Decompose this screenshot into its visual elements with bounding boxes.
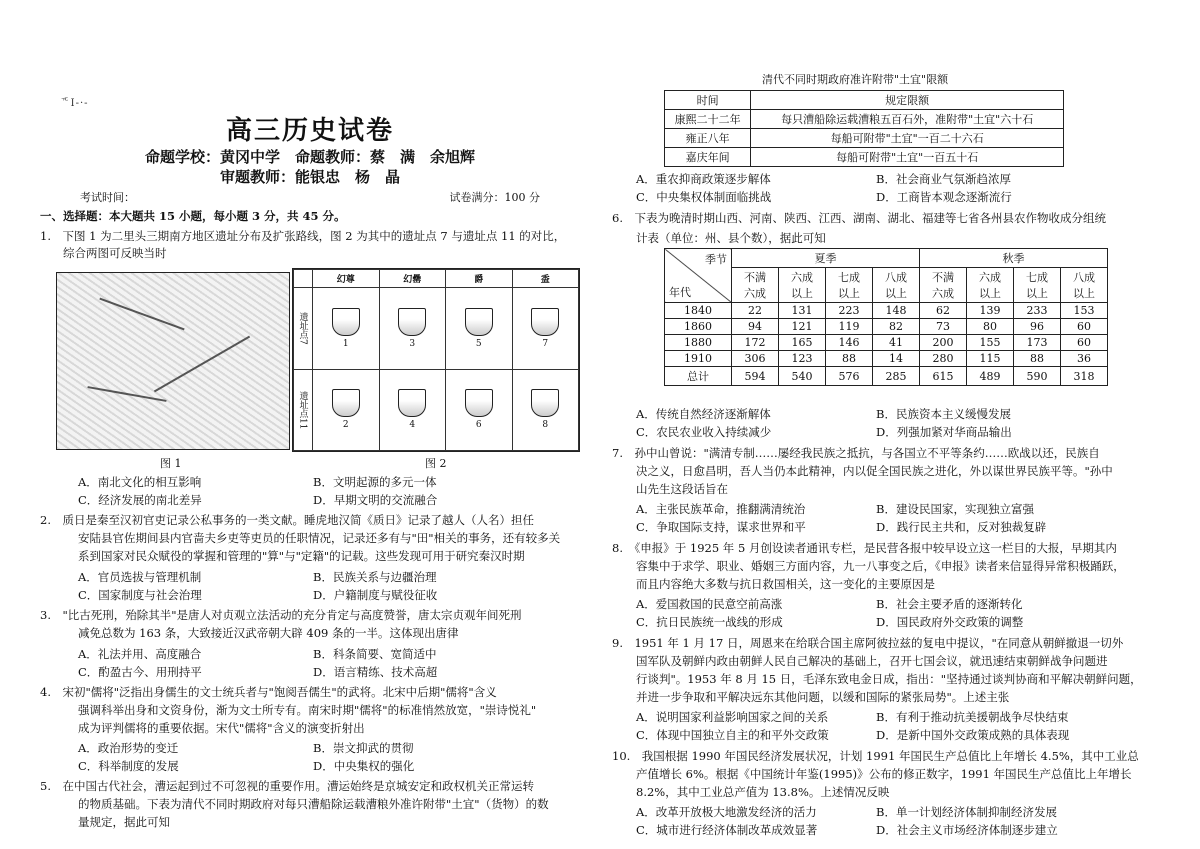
pottery-number: 6 <box>475 420 482 431</box>
q2-line: 系到国家对民众赋役的掌握和管理的"算"与"定籍"的记载。这些发现可用于研究秦汉时期 <box>78 549 525 563</box>
table-cell: 14 <box>873 351 920 367</box>
table-corner <box>665 249 732 303</box>
table-cell: 雍正八年 <box>665 129 751 148</box>
q5-line: 5. 在中国古代社会，漕运起到过不可忽视的重要作用。漕运始终是京城安定和政权机关正常运转 <box>40 779 534 793</box>
pottery-number: 5 <box>475 338 482 349</box>
table-cell: 173 <box>1014 335 1061 351</box>
q4-line: 强调科举出身和文资身份，渐为文士所专有。南宋时期"儒将"的标准悄然放宽，"崇诗悦礼" <box>78 703 537 717</box>
option[interactable]: C．城市进行经济体制改革成效显著 <box>636 823 818 837</box>
pottery-image <box>531 308 559 336</box>
q8-line: 容集中于求学、职业、婚姻三方面内容，九一八事变之后，《申报》读者来信显得异常积极踊跃， <box>636 559 1125 573</box>
table-cell: 153 <box>1061 303 1108 319</box>
year-cell: 1910 <box>665 351 732 367</box>
season-header: 秋季 <box>920 249 1108 268</box>
option[interactable]: C．科举制度的发展 <box>78 759 179 773</box>
option[interactable]: C．农民农业收入持续减少 <box>636 425 772 439</box>
q8-line: 而且内容绝大多数与抗日救国相关，这一变化的主要原因是 <box>636 577 935 591</box>
q10-line: 10. 我国根据 1990 年国民经济发展状况，计划 1991 年国民生产总值比上年增长 4.5%，其中工业总 <box>612 749 1139 763</box>
table-cell: 96 <box>1014 319 1061 335</box>
sub-header: 七成 以上 <box>826 268 873 303</box>
table-cell: 94 <box>732 319 779 335</box>
q6-table <box>664 248 1108 386</box>
option[interactable]: B．建设民国家，实现独立富强 <box>876 502 1034 516</box>
table-cell: 200 <box>920 335 967 351</box>
table-cell: 223 <box>826 303 873 319</box>
q2-options <box>78 569 548 603</box>
q1-pottery-figure <box>292 268 580 452</box>
table-cell: 146 <box>826 335 873 351</box>
option[interactable]: C．中央集权体制面临挑战 <box>636 190 772 204</box>
table-cell: 123 <box>779 351 826 367</box>
section-heading: 一、选择题：本大题共 15 小题，每小题 3 分，共 45 分。 <box>40 209 346 223</box>
option[interactable]: A．传统自然经济逐渐解体 <box>636 407 771 421</box>
fig2-row-label: 遗址点11 <box>294 369 313 451</box>
authors-line: 命题学校：黄冈中学 命题教师：蔡 满 余旭辉 <box>144 148 475 166</box>
q10-line: 产值增长 6%。根据《中国统计年鉴(1995)》公布的修正数字，1991 年国民生产总值比上年增长 <box>636 767 1132 781</box>
reviewers-line: 审题教师：能银忠 杨 晶 <box>219 168 400 186</box>
pottery-image <box>332 308 360 336</box>
option[interactable]: A．改革开放极大地激发经济的活力 <box>636 805 817 819</box>
q9-line: 国军队及朝鲜内政由朝鲜人民自己解决的基础上，召开七国会议，就迅速结束朝鲜战争问题进 <box>636 654 1108 668</box>
pottery-number: 3 <box>409 338 416 349</box>
table-cell: 80 <box>967 319 1014 335</box>
table-cell: 318 <box>1061 367 1108 386</box>
season-header: 夏季 <box>732 249 920 268</box>
table-cell: 每只漕船除运载漕粮五百石外，准附带"土宜"六十石 <box>751 110 1064 129</box>
q6-table-body <box>665 303 1108 386</box>
option[interactable]: D．早期文明的交流融合 <box>313 493 438 507</box>
q3-options <box>78 646 548 680</box>
table-cell: 576 <box>826 367 873 386</box>
pottery-number: 7 <box>542 338 549 349</box>
option[interactable]: B．单一计划经济体制抑制经济发展 <box>876 805 1057 819</box>
option[interactable]: B．社会商业气氛渐趋浓厚 <box>876 172 1011 186</box>
sub-header: 六成 以上 <box>779 268 826 303</box>
year-cell: 1860 <box>665 319 732 335</box>
sub-header: 七成 以上 <box>1014 268 1061 303</box>
option[interactable]: C．酌盈古今、用刑持平 <box>78 665 202 679</box>
option[interactable]: D．国民政府外交政策的调整 <box>876 615 1024 629</box>
q7-line: 决之义，日愈昌明，吾人当仍本此精神，内以促全国民族之进化，外以谋世界民族平等。"孙中 <box>636 464 1113 478</box>
q4-line: 4. 宋初"儒将"泛指出身儒生的文士统兵者与"饱阅吾儒生"的武将。北宋中后期"儒将"含义 <box>40 685 497 699</box>
table-cell: 615 <box>920 367 967 386</box>
fig1-caption: 图 1 <box>160 457 182 470</box>
option[interactable]: B．民族关系与边疆治理 <box>313 570 437 584</box>
table-cell: 康熙二十二年 <box>665 110 751 129</box>
table-row <box>665 303 1108 319</box>
option[interactable]: A．重农抑商政策逐步解体 <box>636 172 771 186</box>
corner-top-label: 季节 <box>705 253 727 266</box>
option[interactable]: D．语言精练、技术高超 <box>313 665 438 679</box>
table-cell: 306 <box>732 351 779 367</box>
option[interactable]: B．社会主要矛盾的逐渐转化 <box>876 597 1023 611</box>
table-cell: 每船可附带"土宜"一百五十石 <box>751 148 1064 167</box>
q10-line: 8.2%，其中工业总产值为 13.8%。上述情况反映 <box>636 785 890 799</box>
fig2-caption: 图 2 <box>425 457 447 470</box>
pottery-image <box>398 308 426 336</box>
q6-line: 计表（单位：州、县个数），据此可知 <box>636 231 826 245</box>
year-cell: 总计 <box>665 367 732 386</box>
table-cell: 131 <box>779 303 826 319</box>
year-cell: 1880 <box>665 335 732 351</box>
option[interactable]: C．抗日民族统一战线的形成 <box>636 615 783 629</box>
q10-options <box>636 804 1116 838</box>
q7-line: 山先生这段话旨在 <box>636 482 728 496</box>
pottery-image <box>332 389 360 417</box>
sub-header: 八成 以上 <box>1061 268 1108 303</box>
table-cell: 540 <box>779 367 826 386</box>
q4-options <box>78 740 548 774</box>
option[interactable]: A．政治形势的变迁 <box>78 741 179 755</box>
table-cell: 22 <box>732 303 779 319</box>
table-cell: 280 <box>920 351 967 367</box>
option[interactable]: D．列强加紧对华商品输出 <box>876 425 1012 439</box>
option[interactable]: A．说明国家利益影响国家之间的关系 <box>636 710 829 724</box>
q6-line: 6. 下表为晚清时期山西、河南、陕西、江西、湖南、湖北、福建等七省各州县农作物收成分组统 <box>612 211 1106 225</box>
table-header: 时间 <box>665 91 751 110</box>
table-row <box>665 129 1064 148</box>
table-cell: 62 <box>920 303 967 319</box>
option[interactable]: C．争取国际支持，谋求世界和平 <box>636 520 806 534</box>
table-cell: 594 <box>732 367 779 386</box>
sub-header: 八成 以上 <box>873 268 920 303</box>
pottery-number: 8 <box>542 420 549 431</box>
table-row <box>665 335 1108 351</box>
table-row <box>665 319 1108 335</box>
table-cell: 148 <box>873 303 920 319</box>
table-cell: 115 <box>967 351 1014 367</box>
option[interactable]: D．户籍制度与赋役征收 <box>313 588 438 602</box>
option[interactable]: C．国家制度与社会治理 <box>78 588 202 602</box>
option[interactable]: C．经济发展的南北差异 <box>78 493 202 507</box>
pottery-number: 4 <box>409 420 416 431</box>
q1-map-figure <box>56 272 290 450</box>
q9-line: 9. 1951 年 1 月 17 日，周恩来在给联合国主席阿彼拉兹的复电中提议，"在同意从朝鲜撤退一切外 <box>612 636 1124 650</box>
q8-line: 8. 《申报》于 1925 年 5 月创设读者通讯专栏，是民营各报中较早设立这一栏目的大报，早期其内 <box>612 541 1117 555</box>
q4-line: 成为评判儒将的重要依据。宋代"儒将"含义的演变折射出 <box>78 721 365 735</box>
option[interactable]: B．有利于推动抗美援朝战争尽快结束 <box>876 710 1069 724</box>
table-header: 规定限额 <box>751 91 1064 110</box>
option[interactable]: A．礼法并用、高度融合 <box>78 647 202 661</box>
table-cell: 73 <box>920 319 967 335</box>
total-score: 试卷满分：100 分 <box>449 191 540 204</box>
pottery-number: 2 <box>342 420 349 431</box>
q5-line: 量规定，据此可知 <box>78 815 170 829</box>
option[interactable]: D．践行民主共和，反对独裁复辟 <box>876 520 1047 534</box>
fig2-header: 爵 <box>446 270 513 288</box>
option[interactable]: D．工商皆本观念逐渐流行 <box>876 190 1012 204</box>
table-cell: 165 <box>779 335 826 351</box>
pottery-image <box>531 389 559 417</box>
year-cell: 1840 <box>665 303 732 319</box>
fig2-header: 幻尊 <box>313 270 380 288</box>
table-cell: 121 <box>779 319 826 335</box>
table-row <box>665 351 1108 367</box>
table-cell: 119 <box>826 319 873 335</box>
option[interactable]: B．崇文抑武的贯彻 <box>313 741 414 755</box>
pottery-image <box>465 389 493 417</box>
sub-header: 六成 以上 <box>967 268 1014 303</box>
table-cell: 88 <box>1014 351 1061 367</box>
option[interactable]: B．文明起源的多元一体 <box>313 475 437 489</box>
q1-options <box>78 474 548 508</box>
table-cell: 489 <box>967 367 1014 386</box>
corner-bottom-label: 年代 <box>669 286 691 299</box>
q3-line: 3. "比古死刑，殆除其半"是唐人对贞观立法活动的充分肯定与高度赞誉，唐太宗贞观年间死刑 <box>40 608 522 622</box>
option[interactable]: A．南北文化的相互影响 <box>78 475 202 489</box>
exam-time: 考试时间： <box>80 191 135 204</box>
q3-line: 减免总数为 163 条，大致接近汉武帝朝大辟 409 条的一半。这体现出唐律 <box>78 626 459 640</box>
option[interactable]: A．爱国救国的民意空前高涨 <box>636 597 783 611</box>
table-row <box>665 367 1108 386</box>
exam-info <box>80 189 540 205</box>
table-cell: 82 <box>873 319 920 335</box>
option[interactable]: B．科条简要、宽简适中 <box>313 647 437 661</box>
table-cell: 60 <box>1061 319 1108 335</box>
option[interactable]: B．民族资本主义缓慢发展 <box>876 407 1011 421</box>
option[interactable]: A．主张民族革命，推翻满清统治 <box>636 502 806 516</box>
fig2-header: 幻罍 <box>379 270 446 288</box>
q9-line: 行谈判"。1953 年 8 月 15 日，毛泽东致电金日成，指出："坚持通过谈判协商和平解决朝鲜问题， <box>636 672 1142 686</box>
q1-line: 1. 下图 1 为二里头三期南方地区遗址分布及扩张路线，图 2 为其中的遗址点 7 与遗址点 11 的对比， <box>40 229 566 243</box>
q6-options <box>636 406 1116 440</box>
exam-title: 高三历史试卷 <box>225 116 394 146</box>
q5-table-caption: 清代不同时期政府准许附带"土宜"限额 <box>762 73 949 86</box>
q7-line: 7. 孙中山曾说："满清专制……屡经我民族之抵抗，与各国立不平等条约……欧战以还，民族自 <box>612 446 1100 460</box>
fig2-header: 盉 <box>512 270 579 288</box>
q5-line: 的物质基础。下表为清代不同时期政府对每只漕船除运载漕粮外准许附带"土宜"（货物）的数 <box>78 797 549 811</box>
table-cell: 172 <box>732 335 779 351</box>
table-row <box>665 110 1064 129</box>
table-cell: 41 <box>873 335 920 351</box>
q9-options <box>636 709 1116 743</box>
table-cell: 36 <box>1061 351 1108 367</box>
table-cell: 590 <box>1014 367 1061 386</box>
table-cell: 嘉庆年间 <box>665 148 751 167</box>
table-cell: 233 <box>1014 303 1061 319</box>
option[interactable]: D．中央集权的强化 <box>313 759 415 773</box>
q5-table <box>664 90 1064 167</box>
q2-line: 2. 质日是秦至汉初官吏记录公私事务的一类文献。睡虎地汉简《质日》记录了越人（人名）担任 <box>40 513 534 527</box>
table-row <box>665 148 1064 167</box>
table-cell: 60 <box>1061 335 1108 351</box>
pottery-image <box>465 308 493 336</box>
option[interactable]: A．官员选拔与管理机制 <box>78 570 202 584</box>
corner-mark: ᅚI-·- <box>60 98 89 109</box>
table-cell: 88 <box>826 351 873 367</box>
q9-line: 并进一步争取和平解决远东其他问题，以缓和国际的紧张局势"。上述主张 <box>636 690 1010 704</box>
option[interactable]: D．社会主义市场经济体制逐步建立 <box>876 823 1058 837</box>
q8-options <box>636 596 1116 630</box>
sub-header: 不满 六成 <box>920 268 967 303</box>
table-cell: 155 <box>967 335 1014 351</box>
fig2-row-label: 遗址点7 <box>294 288 313 370</box>
sub-header: 不满 六成 <box>732 268 779 303</box>
table-cell: 139 <box>967 303 1014 319</box>
pottery-number: 1 <box>342 338 349 349</box>
q1-line: 综合两图可反映当时 <box>40 246 167 260</box>
q2-line: 安陆县官佐期间县内官啬夫乡吏等吏员的任职情况，记录还多有与"田"相关的事务，还有较多关 <box>78 531 561 545</box>
option[interactable]: C．体现中国独立自主的和平外交政策 <box>636 728 829 742</box>
pottery-image <box>398 389 426 417</box>
q5-options <box>636 171 1116 205</box>
table-cell: 每船可附带"土宜"一百二十六石 <box>751 129 1064 148</box>
table-cell: 285 <box>873 367 920 386</box>
q7-options <box>636 501 1116 535</box>
option[interactable]: D．是新中国外交政策成熟的具体表现 <box>876 728 1070 742</box>
